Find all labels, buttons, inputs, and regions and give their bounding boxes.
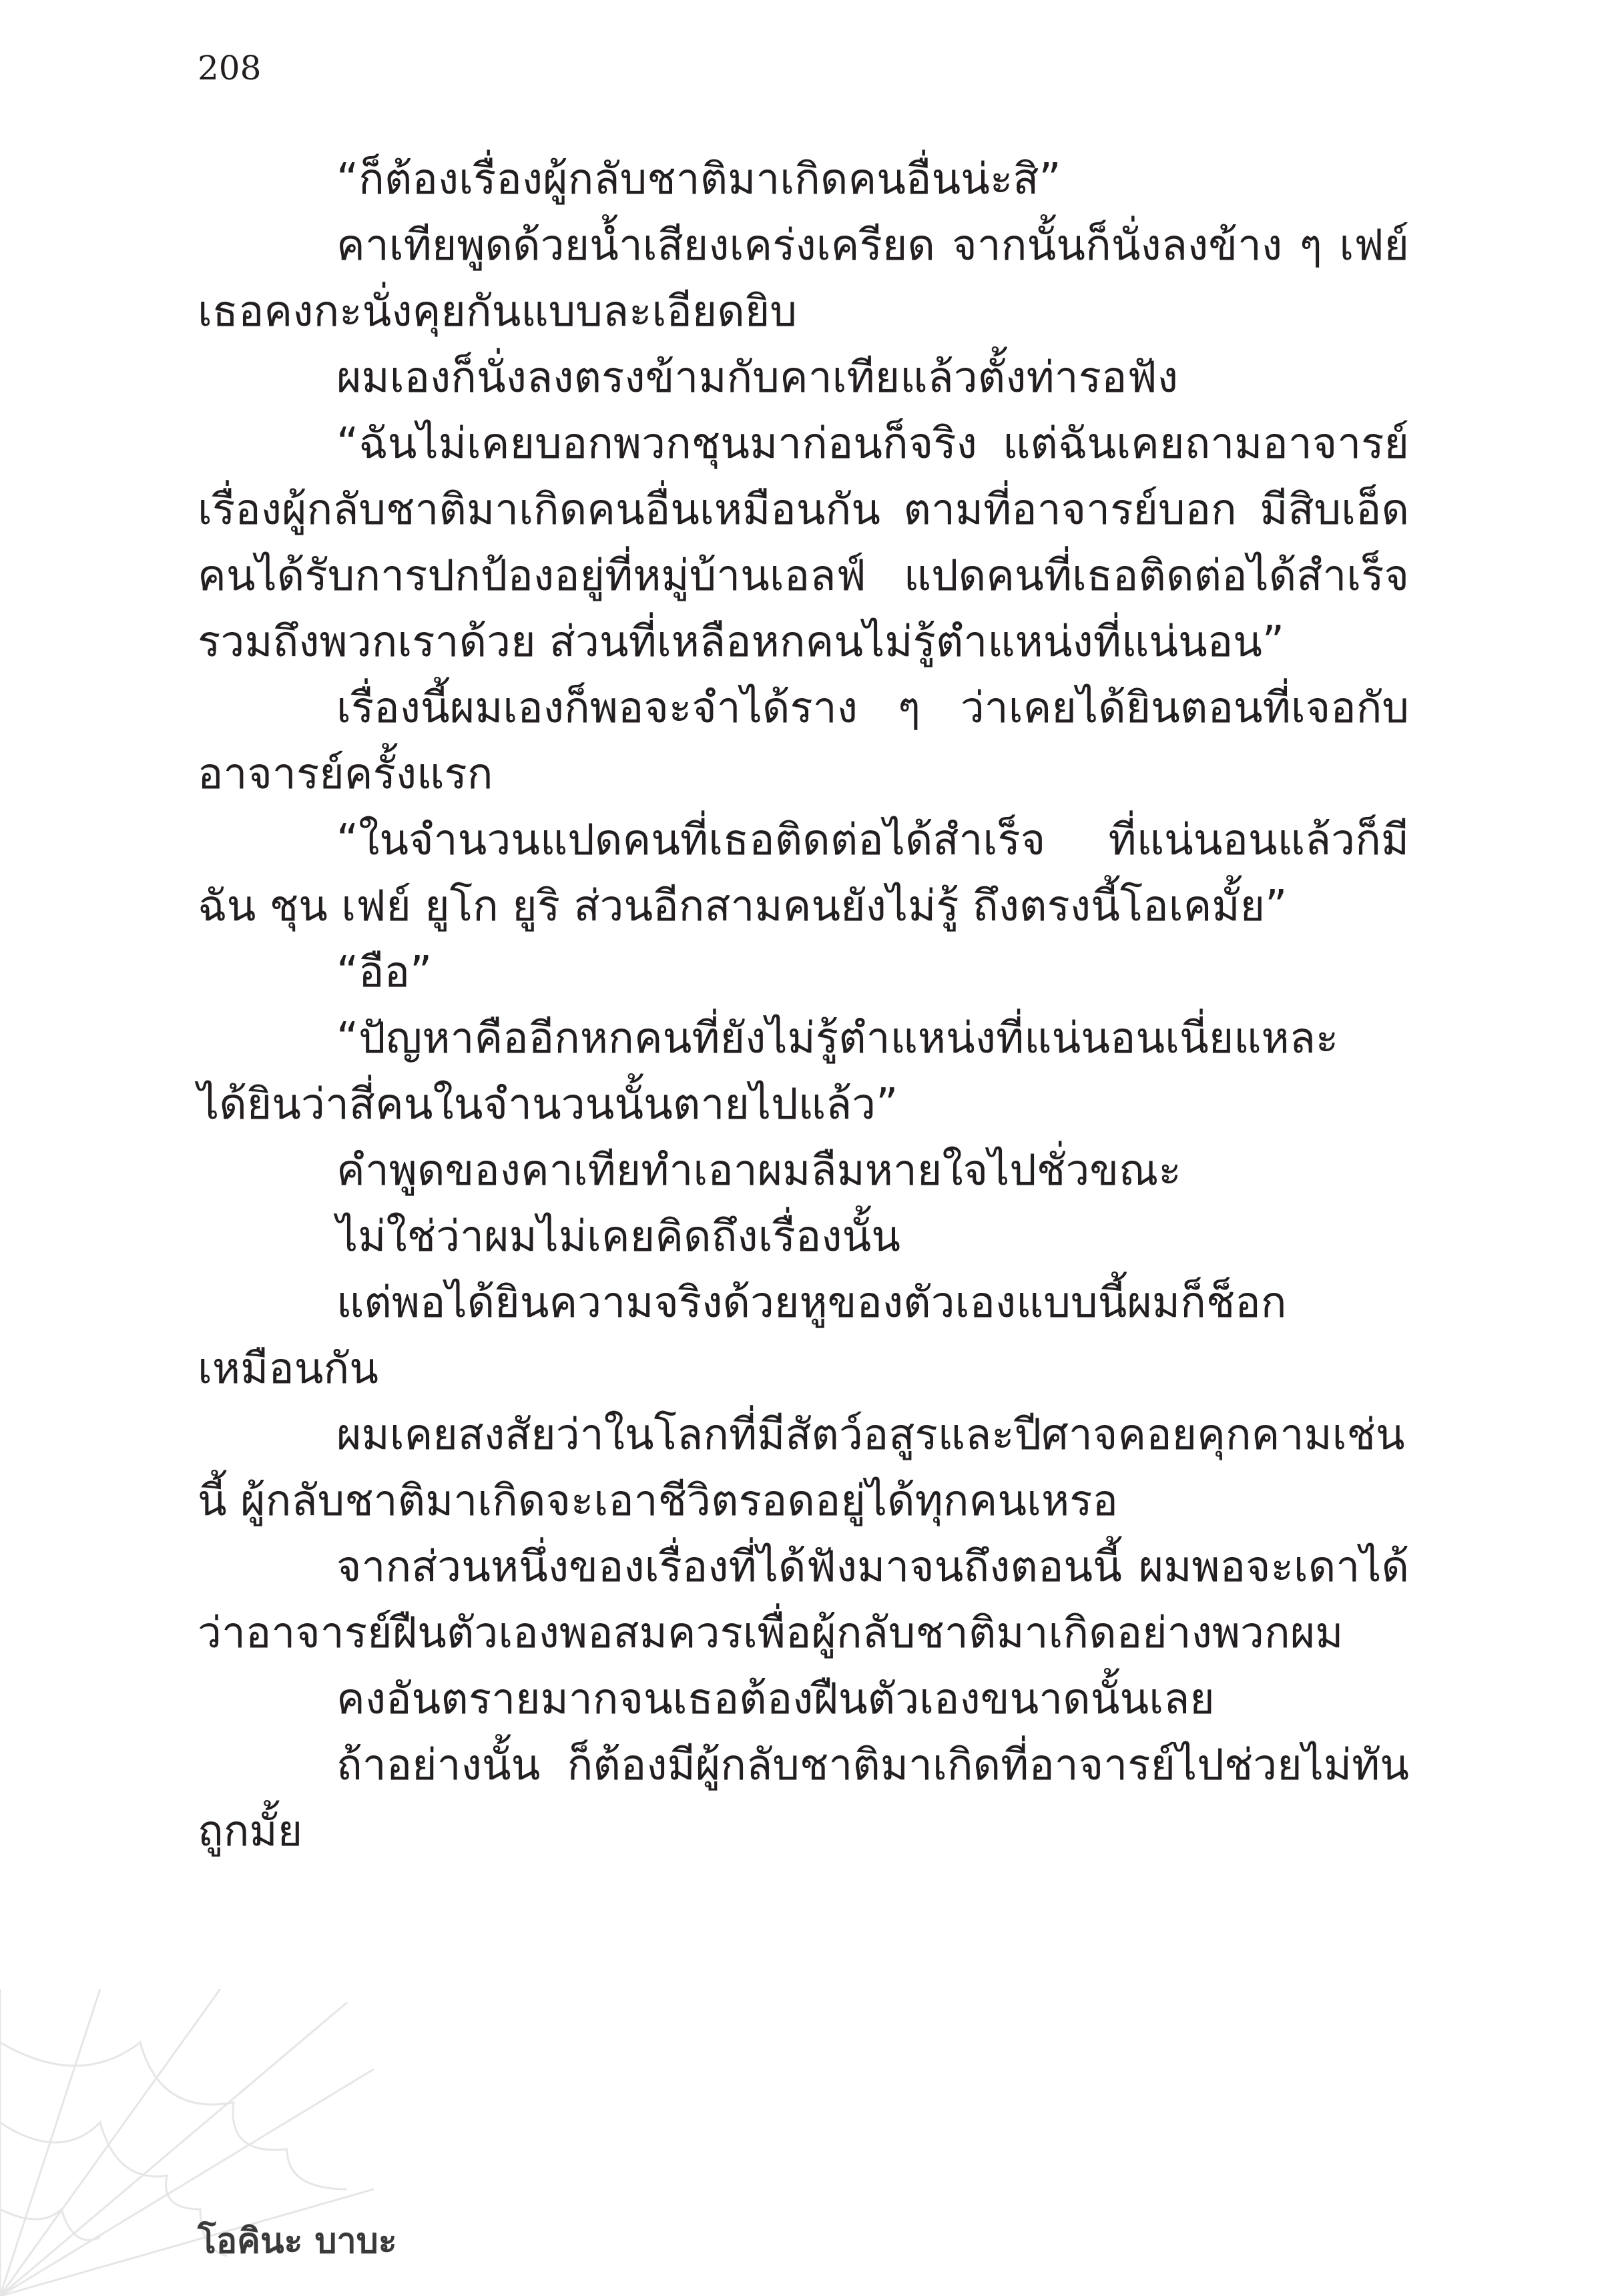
paragraph: จากส่วนหนึ่งของเรื่องที่ได้ฟังมาจนถึงตอนนี้ ผมพอจะเดาได้ว่าอาจารย์ฝืนตัวเองพอสมควรเพื่อผู้กลับชาติมาเกิดอย่างพวกผม	[198, 1542, 1409, 1658]
paragraph: คงอันตรายมากจนเธอต้องฝืนตัวเองขนาดนั้นเลย	[336, 1675, 1215, 1724]
paragraph: คำพูดของคาเทียทำเอาผมลืมหายใจไปชั่วขณะ	[336, 1146, 1181, 1195]
body-text	[198, 147, 1409, 1865]
paragraph: “ในจำนวนแปดคนที่เธอติดต่อได้สำเร็จ ที่แน่นอนแล้วก็มีฉัน ชุน เฟย์ ยูโก ยูริ ส่วนอีกสามคนยังไม่รู้ ถึงตรงนี้โอเคมั้ย”	[198, 816, 1409, 931]
paragraph: “ฉันไม่เคยบอกพวกชุนมาก่อนก็จริง แต่ฉันเคยถามอาจารย์เรื่องผู้กลับชาติมาเกิดคนอื่นเหมือนกัน ตามที่อาจารย์บอก มีสิบเอ็ดคนได้รับการปกป้องอยู่ที่หมู่บ้านเอลฟ์ แปดคนที่เธอติดต่อได้สำเร็จรวมถึงพวกเราด้วย ส่วนที่เหลือหกคนไม่รู้ตำแหน่งที่แน่นอน”	[198, 419, 1409, 667]
paragraph: ไม่ใช่ว่าผมไม่เคยคิดถึงเรื่องนั้น	[336, 1212, 900, 1261]
paragraph: ถ้าอย่างนั้น ก็ต้องมีผู้กลับชาติมาเกิดที่อาจารย์ไปช่วยไม่ทันถูกมั้ย	[198, 1741, 1409, 1856]
paragraph: เรื่องนี้ผมเองก็พอจะจำได้ราง ๆ ว่าเคยได้ยินตอนที่เจอกับอาจารย์ครั้งแรก	[198, 683, 1409, 799]
paragraph: “ก็ต้องเรื่องผู้กลับชาติมาเกิดคนอื่นน่ะสิ”	[336, 155, 1061, 204]
paragraph: “อือ”	[336, 948, 433, 997]
paragraph: ผมเองก็นั่งลงตรงข้ามกับคาเทียแล้วตั้งท่ารอฟัง	[336, 353, 1178, 402]
paragraph: คาเทียพูดด้วยน้ำเสียงเคร่งเครียด จากนั้นก็นั่งลงข้าง ๆ เฟย์ เธอคงกะนั่งคุยกันแบบละเอียดยิบ	[198, 221, 1409, 336]
paragraph: แต่พอได้ยินความจริงด้วยหูของตัวเองแบบนี้ผมก็ช็อกเหมือนกัน	[198, 1278, 1287, 1394]
paragraph: “ปัญหาคืออีกหกคนที่ยังไม่รู้ตำแหน่งที่แน่นอนเนี่ยแหละ ได้ยินว่าสี่คนในจำนวนนั้นตายไปแล้ว”	[198, 1014, 1339, 1129]
footer-author-brand: โอคินะ บาบะ	[198, 2221, 397, 2261]
paragraph: ผมเคยสงสัยว่าในโลกที่มีสัตว์อสูรและปีศาจคอยคุกคามเช่นนี้ ผู้กลับชาติมาเกิดจะเอาชีวิตรอดอยู่ได้ทุกคนเหรอ	[198, 1410, 1405, 1526]
page-number: 208	[198, 49, 262, 87]
